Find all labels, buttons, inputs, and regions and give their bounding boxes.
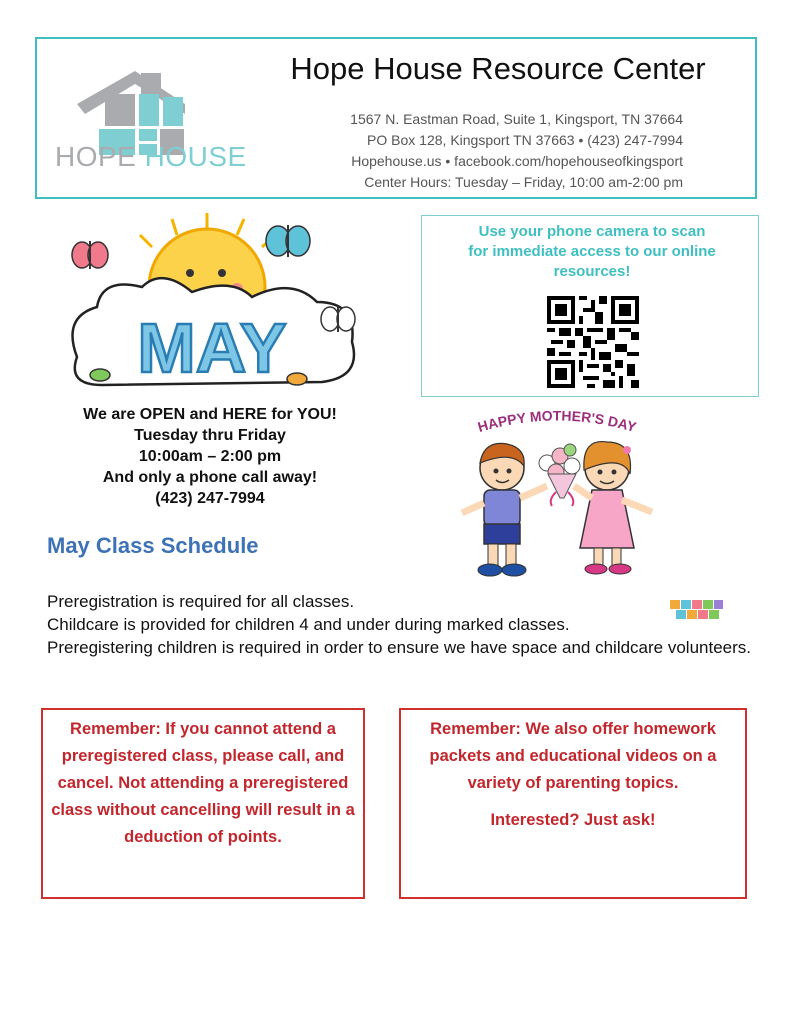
center-hours: Center Hours: Tuesday – Friday, 10:00 am-2:00 pm [364,174,683,190]
open-line-4: And only a phone call away! [102,469,318,486]
qr-code-box [421,215,759,397]
cancellation-reminder-box [41,708,365,899]
schedule-title: May Class Schedule [47,533,259,558]
logo-word-hope: HOPE [55,141,137,172]
qr-instructions-line-3: resources! [553,263,631,280]
mothers-day-clipart-icon [452,408,662,583]
paragraph-preregistering-children: Preregistering children is required in order to ensure we have space and childcare volunteers. [47,638,751,657]
address-line-2: PO Box 128, Kingsport TN 37663 • (423) 247-7994 [367,132,683,148]
resources-reminder-box [399,708,747,899]
qr-instructions-line-1: Use your phone camera to scan [478,223,706,240]
open-line-3: 10:00am – 2:00 pm [138,448,282,465]
open-phone: (423) 247-7994 [155,490,265,507]
open-line-1: We are OPEN and HERE for YOU! [83,406,337,423]
qr-code-icon[interactable] [547,296,639,388]
cancellation-reminder-text: Remember: If you cannot attend a preregistered class, please call, and cancel. Not attending a preregistered class without cancelling will result in a deduction of points. [51,720,355,846]
paragraph-preregistration: Preregistration is required for all classes. [47,592,355,611]
schedule-description [47,590,767,659]
org-name: Hope House Resource Center [290,51,706,86]
address-line-1: 1567 N. Eastman Road, Suite 1, Kingsport, TN 37664 [350,111,683,127]
interested-just-ask: Interested? Just ask! [490,811,656,829]
paragraph-childcare: Childcare is provided for children 4 and under during marked classes. [47,615,570,634]
open-line-2: Tuesday thru Friday [134,427,286,444]
resources-reminder-text: Remember: We also offer homework packets and educational videos on a variety of parenting topics. [429,720,717,792]
svg-text:MAY: MAY [137,309,287,387]
may-clipart-icon [62,207,362,395]
svg-text:HAPPY MOTHER'S DAY: HAPPY MOTHER'S DAY [475,408,639,436]
qr-instructions [452,222,732,282]
open-hours-notice [40,404,380,509]
logo-word-house: HOUSE [144,141,247,172]
address-line-3: Hopehouse.us • facebook.com/hopehouseofkingsport [351,153,683,169]
header-box [35,37,757,199]
logo-wordmark [55,141,247,173]
qr-instructions-line-2: for immediate access to our online [468,243,716,260]
